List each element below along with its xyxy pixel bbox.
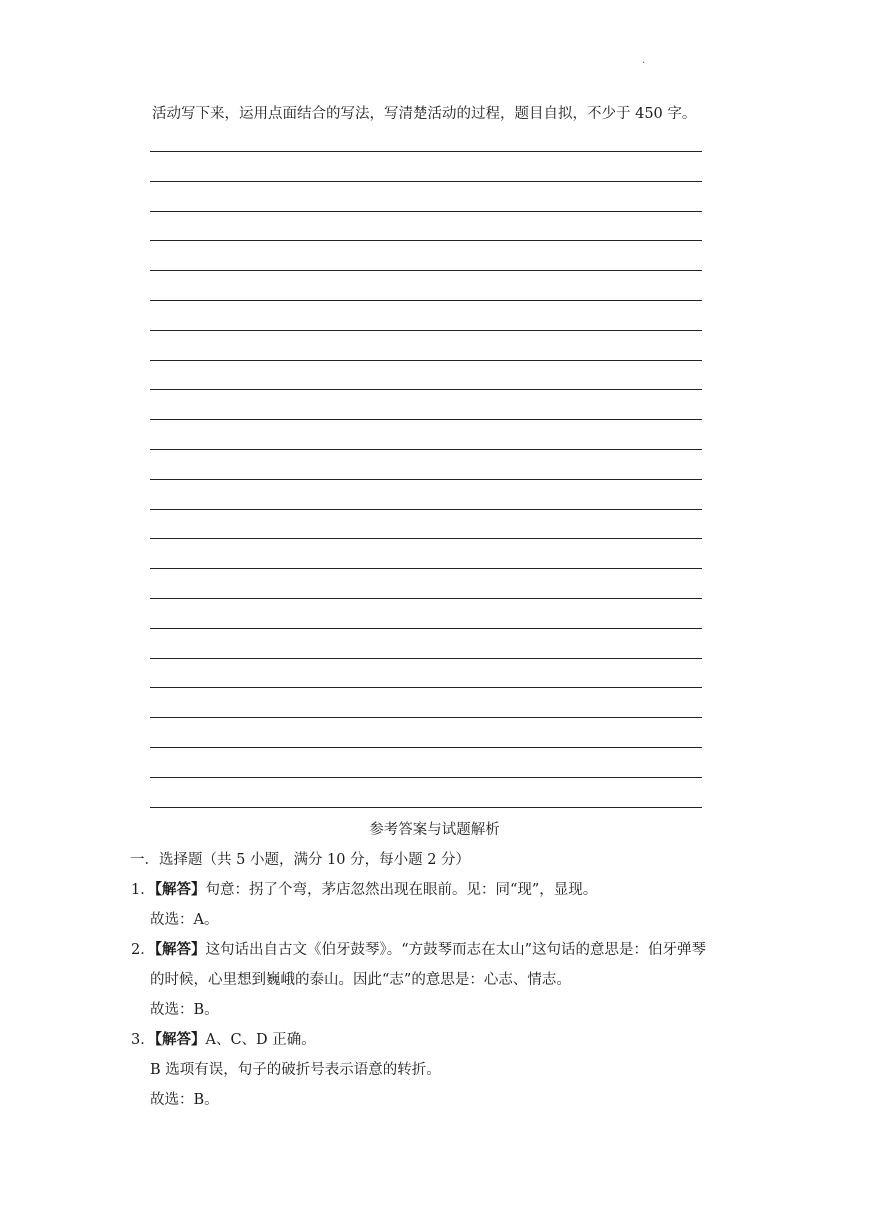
writing-line [150,419,702,420]
writing-line [150,389,702,390]
answer-item-3 [131,1030,316,1050]
item-number: 3． [131,1032,155,1048]
answer-text-continued: 的时候，心里想到巍峨的泰山。因此“志”的意思是：心志、情志。 [150,972,571,988]
answer-choice-2: 故选：B。 [150,1002,219,1018]
writing-line [150,360,702,361]
answer-text-continued: B 选项有误，句子的破折号表示语意的转折。 [150,1062,441,1078]
answer-text: 这句话出自古文《伯牙鼓琴》。“方鼓琴而志在太山”这句话的意思是：伯牙弹琴 [205,942,707,958]
answer-tag: 【解答】 [154,941,206,958]
writing-line [150,658,702,659]
writing-line [150,300,702,301]
section-heading: 一．选择题（共 5 小题，满分 10 分，每小题 2 分） [130,852,471,868]
writing-line [150,628,702,629]
answer-text: A、C、D 正确。 [205,1032,316,1048]
writing-line [150,568,702,569]
writing-line [150,330,702,331]
writing-line [150,509,702,510]
writing-lines [150,151,702,836]
writing-line [150,747,702,748]
writing-line [150,687,702,688]
essay-prompt: 活动写下来，运用点面结合的写法，写清楚活动的过程，题目自拟，不少于 450 字。 [152,106,697,122]
writing-line [150,538,702,539]
writing-line [150,211,702,212]
answer-text: 句意：拐了个弯，茅店忽然出现在眼前。见：同“现”，显现。 [205,882,598,898]
writing-line [150,449,702,450]
writing-line [150,479,702,480]
answer-choice-1: 故选：A。 [150,912,219,928]
answer-tag: 【解答】 [154,1031,206,1048]
answer-section-title: 参考答案与试题解析 [369,822,500,838]
answer-item-2 [131,940,706,960]
writing-line [150,181,702,182]
item-number: 2． [131,942,155,958]
answer-item-1 [131,880,597,900]
writing-line [150,151,702,152]
answer-choice-3: 故选：B。 [150,1092,219,1108]
writing-line [150,270,702,271]
writing-line [150,240,702,241]
writing-line [150,717,702,718]
writing-line [150,807,702,808]
writing-line [150,777,702,778]
corner-mark: . [642,55,646,66]
writing-line [150,598,702,599]
item-number: 1． [131,882,155,898]
answer-tag: 【解答】 [154,881,206,898]
